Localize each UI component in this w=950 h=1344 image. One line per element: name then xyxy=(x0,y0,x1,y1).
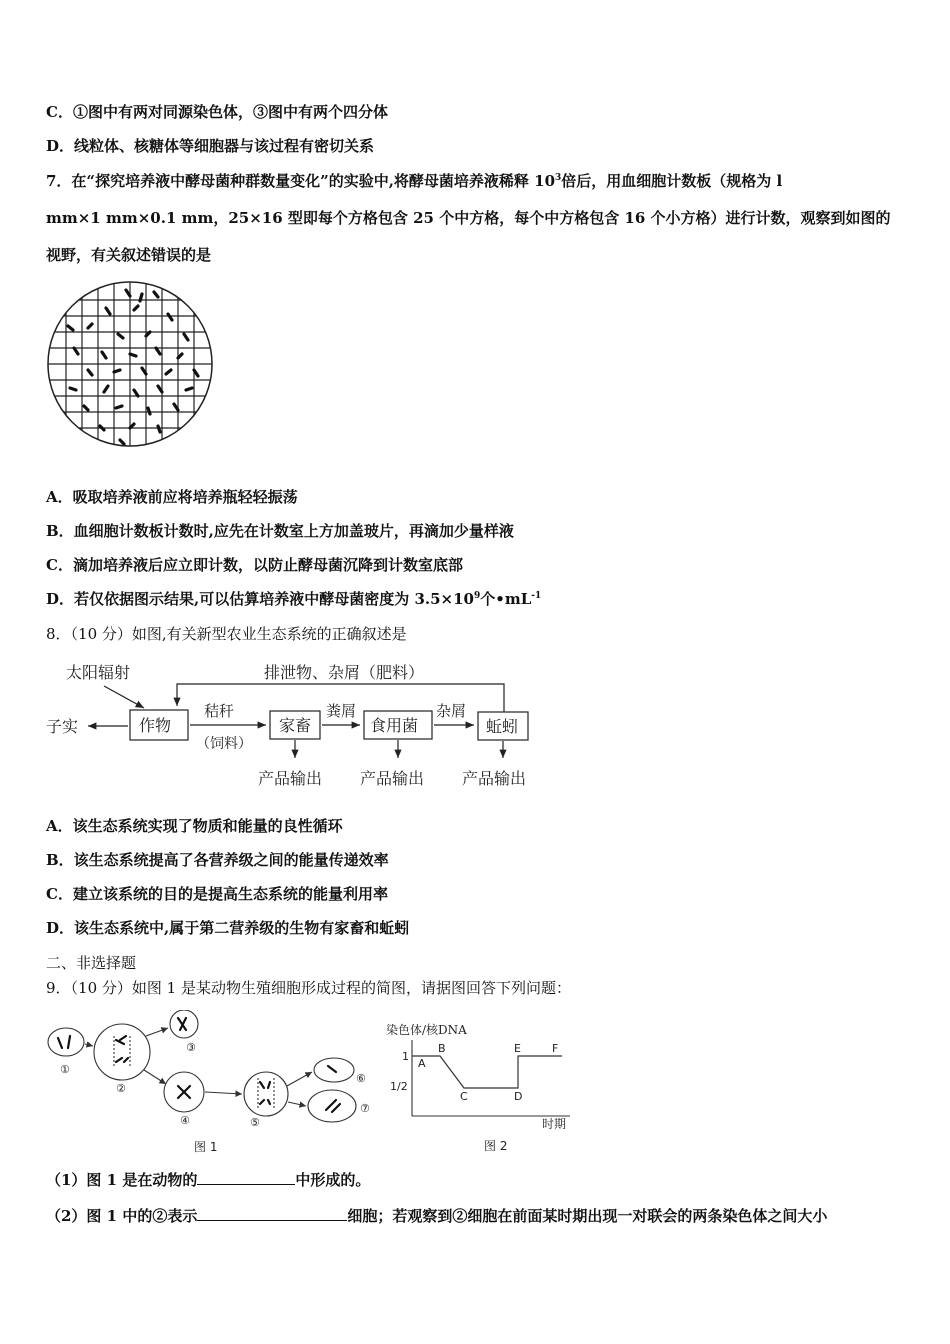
cell-1 xyxy=(48,1028,84,1056)
y-tick-1: 1 xyxy=(402,1050,409,1063)
label-7: ⑦ xyxy=(360,1102,370,1115)
q9-figure-1 xyxy=(44,1010,380,1156)
fertilizer-label: 排泄物、杂屑（肥料） xyxy=(264,663,425,682)
figure-2-xlabel: 时期 xyxy=(542,1117,567,1131)
label-3: ③ xyxy=(186,1041,196,1054)
section-heading: 二、非选择题 xyxy=(46,954,137,972)
figure-2-caption: 图 2 xyxy=(484,1139,508,1153)
q7-stem-line2: mm×1 mm×0.1 mm，25×16 型即每个方格包含 25 个中方格，每个中方格包含 16 个小方格）进行计数，观察到如图的 xyxy=(46,209,891,227)
point-f: F xyxy=(552,1042,559,1055)
fungi-label: 食用菌 xyxy=(370,716,419,735)
cell-5 xyxy=(244,1072,288,1116)
label-1: ① xyxy=(60,1063,70,1076)
answer-blank-2[interactable] xyxy=(197,1206,347,1221)
q7-stem-line3: 视野，有关叙述错误的是 xyxy=(46,246,212,264)
y-tick-half: 1/2 xyxy=(390,1080,408,1093)
ratio-line xyxy=(412,1056,562,1088)
q7-option-d: D．若仅依据图示结果,可以估算培养液中酵母菌密度为 $3.5\times 10^9$个$•mL^{-1}$ xyxy=(46,590,542,608)
manure-label: 粪屑 xyxy=(326,702,357,720)
q8-option-c: C．建立该系统的目的是提高生态系统的能量利用率 xyxy=(46,885,388,903)
cell-7 xyxy=(308,1090,356,1122)
hemocytometer-view-figure xyxy=(44,278,216,450)
q7-option-a: A．吸取培养液前应将培养瓶轻轻振荡 xyxy=(46,488,298,506)
q6-option-d: D．线粒体、核糖体等细胞器与该过程有密切关系 xyxy=(46,137,375,155)
label-4: ④ xyxy=(180,1114,190,1127)
point-e: E xyxy=(514,1042,521,1055)
figure-2-ylabel: 染色体/核DNA xyxy=(386,1023,467,1037)
label-5: ⑤ xyxy=(250,1116,260,1129)
point-b: B xyxy=(438,1042,446,1055)
earthworm-label: 蚯蚓 xyxy=(486,717,519,736)
sun-label: 太阳辐射 xyxy=(66,663,131,682)
q9-sub1: （1）图 1 是在动物的 中形成的。 xyxy=(46,1171,371,1189)
point-d: D xyxy=(514,1090,523,1103)
q7-option-b: B．血细胞计数板计数时,应先在计数室上方加盖玻片，再滴加少量样液 xyxy=(46,522,514,540)
output-label-2: 产品输出 xyxy=(360,769,425,788)
answer-blank-1[interactable] xyxy=(197,1170,295,1185)
q8-option-b: B．该生态系统提高了各营养级之间的能量传递效率 xyxy=(46,851,389,869)
crop-label: 作物 xyxy=(139,716,172,735)
point-a: A xyxy=(418,1057,426,1070)
straw-label: 秸秆 xyxy=(204,702,235,720)
q6-option-c: C．①图中有两对同源染色体，③图中有两个四分体 xyxy=(46,103,388,121)
q8-option-d: D．该生态系统中,属于第二营养级的生物有家畜和蚯蚓 xyxy=(46,919,410,937)
output-label-3: 产品输出 xyxy=(462,769,527,788)
feed-label: （饲料） xyxy=(196,736,252,752)
q8-option-a: A．该生态系统实现了物质和能量的良性循环 xyxy=(46,817,343,835)
q9-figure-2 xyxy=(384,1020,580,1156)
ecosystem-flow-diagram xyxy=(44,656,540,794)
q8-stem: 8．（10 分）如图,有关新型农业生态系统的正确叙述是 xyxy=(46,625,407,643)
q7-option-c: C．滴加培养液后应立即计数，以防止酵母菌沉降到计数室底部 xyxy=(46,556,463,574)
cell-2 xyxy=(94,1024,150,1080)
output-label-1: 产品输出 xyxy=(258,769,323,788)
figure-1-caption: 图 1 xyxy=(194,1140,218,1154)
seed-label: 子实 xyxy=(46,717,79,736)
label-2: ② xyxy=(116,1082,126,1095)
q9-sub2: （2）图 1 中的②表示 细胞；若观察到②细胞在前面某时期出现一对联会的两条染色体之间大小 xyxy=(46,1207,828,1225)
point-c: C xyxy=(460,1090,468,1103)
q7-stem-line1: 7．在“探究培养液中酵母菌种群数量变化”的实验中,将酵母菌培养液稀释 $10^3$倍后，用血细胞计数板（规格为 l xyxy=(46,172,783,190)
debris-label: 杂屑 xyxy=(436,702,467,720)
label-6: ⑥ xyxy=(356,1072,366,1085)
q9-stem: 9．（10 分）如图 1 是某动物生殖细胞形成过程的简图，请据图回答下列问题： xyxy=(46,979,571,997)
livestock-label: 家畜 xyxy=(279,716,312,735)
